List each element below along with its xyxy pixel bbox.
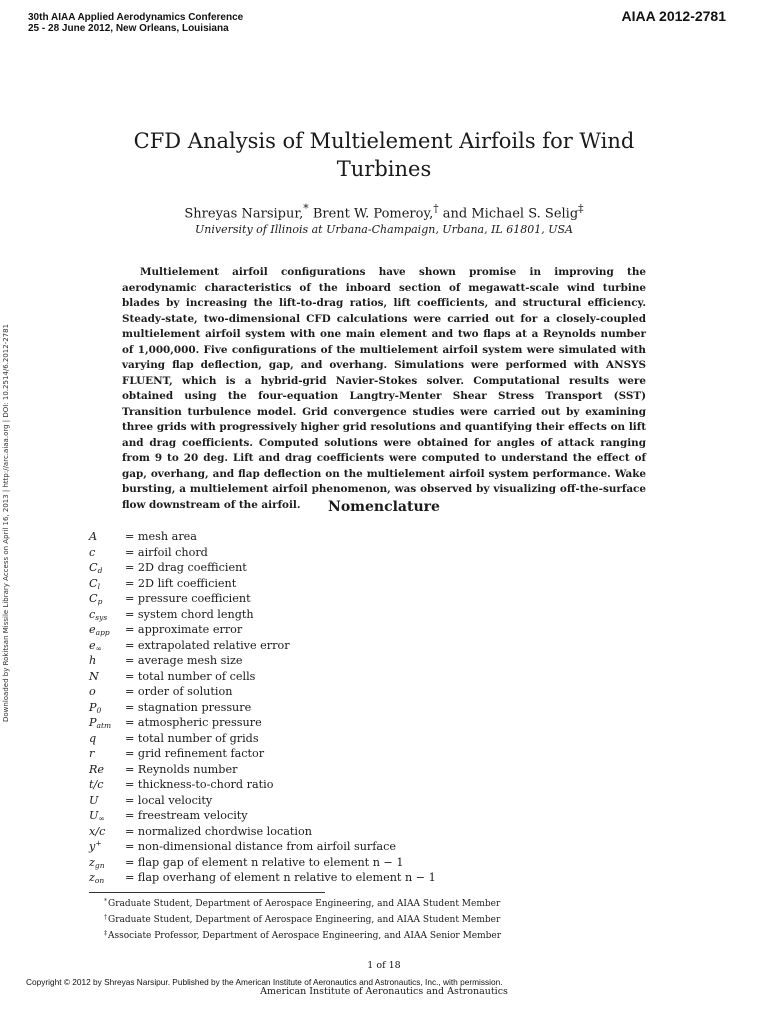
nomenclature-symbol [89,576,125,592]
nomenclature-symbol [89,839,125,855]
nomenclature-symbol [89,777,125,793]
author-list [0,202,768,221]
nomenclature-symbol [89,762,125,778]
symbol-base: A [89,530,98,543]
nomenclature-item [89,777,436,793]
nomenclature-item [89,839,436,855]
nomenclature-item [89,591,436,607]
symbol-base: C [89,561,98,574]
nomenclature-list [89,529,436,886]
nomenclature-definition: = 2D drag coefficient [125,561,247,574]
symbol-base: h [89,654,97,667]
footnote-text: Associate Professor, Department of Aerospace Engineering, and AIAA Senior Member [108,931,502,941]
nomenclature-definition: = flap overhang of element n relative to element n − 1 [125,871,436,884]
author-3-mark: ‡ [578,202,584,215]
symbol-base: Re [89,762,105,776]
nomenclature-definition: = flap gap of element n relative to element n − 1 [125,855,404,869]
symbol-subscript: 0 [96,705,102,715]
nomenclature-item [89,653,436,669]
nomenclature-item [89,762,436,778]
nomenclature-symbol [89,591,125,607]
nomenclature-item [89,607,436,623]
nomenclature-definition: = freestream velocity [125,809,248,822]
footnote [104,927,501,943]
nomenclature-item [89,855,436,871]
footnote [104,895,501,911]
author-2-mark: † [433,202,439,215]
nomenclature-symbol [89,793,125,809]
nomenclature-definition: = approximate error [125,623,243,636]
footnote-mark: † [104,914,107,921]
download-stamp-text: Downloaded by Rokitsan Missile Library Access on April 16, 2013 | http://arc.aiaa.org | DOI: 10.2514/6.2012-2781 [2,323,10,722]
symbol-subscript: ∞ [98,814,105,823]
symbol-subscript: atm [96,721,112,730]
conference-header [28,12,243,34]
symbol-subscript: ∞ [95,643,102,653]
symbol-subscript: sys [95,612,108,622]
nomenclature-symbol [89,684,125,700]
nomenclature-symbol [89,808,125,824]
symbol-base: P [89,700,97,714]
nomenclature-item [89,824,436,840]
nomenclature-definition: = total number of grids [125,731,259,745]
nomenclature-definition: = airfoil chord [125,545,208,559]
symbol-base: x/c [89,824,106,838]
footnote-text: Graduate Student, Department of Aerospace Engineering, and AIAA Student Member [108,915,501,925]
nomenclature-symbol [89,607,125,623]
footnote [104,911,501,927]
nomenclature-item [89,684,436,700]
nomenclature-item [89,746,436,762]
nomenclature-heading: Nomenclature [328,499,440,515]
conference-dates: 25 - 28 June 2012, New Orleans, Louisiana [28,23,229,34]
symbol-base: U [89,793,99,807]
nomenclature-symbol [89,746,125,762]
publisher-name: American Institute of Aeronautics and Astronautics [260,986,508,997]
nomenclature-item [89,638,436,654]
nomenclature-symbol [89,622,125,638]
symbol-subscript: d [97,566,103,575]
footnote-divider [89,892,325,893]
nomenclature-symbol [89,700,125,716]
nomenclature-item [89,545,436,561]
symbol-subscript: l [97,581,100,591]
nomenclature-item [89,622,436,638]
nomenclature-definition: = mesh area [125,530,197,543]
nomenclature-definition: = non-dimensional distance from airfoil surface [125,840,396,853]
copyright-notice: Copyright © 2012 by Shreyas Narsipur. Published by the American Institute of Aeronautics and Astronautics, Inc., with permission. [26,977,503,987]
nomenclature-definition: = average mesh size [125,654,243,667]
nomenclature-item [89,808,436,824]
symbol-base: c [89,545,96,559]
paper-title: CFD Analysis of Multielement Airfoils for Wind Turbines [133,129,635,181]
footnote-text: Graduate Student, Department of Aerospace Engineering, and AIAA Student Member [108,899,501,909]
symbol-base: e [89,638,96,652]
affiliation: University of Illinois at Urbana-Champaign, Urbana, IL 61801, USA [195,223,573,236]
nomenclature-symbol [89,545,125,561]
symbol-base: P [89,716,97,729]
nomenclature-item [89,715,436,731]
nomenclature-symbol [89,824,125,840]
symbol-subscript: app [95,628,110,637]
symbol-base: z [89,871,95,884]
symbol-base: e [89,623,96,636]
symbol-base: y [89,840,96,853]
nomenclature-item [89,870,436,886]
nomenclature-definition: = atmospheric pressure [125,716,262,729]
symbol-subscript: gn [94,860,105,870]
abstract: Multielement airfoil configurations have shown promise in improving the aerodynamic characteristics of the inboard section of megawatt-scale wind turbine blades by increasing the lift-to-drag ratios, lift coefficients, and structural efficiency. Steady-state, two-dimensional CFD calculations were carried out for a closely-coupled multielement airfoil system with one main element and two flaps at a Reynolds number of 1,000,000. Five configurations of the multielement airfoil system were simulated with varying flap deflection, gap, and overhang. Simulations were performed with ANSYS FLUENT, which is a hybrid-grid Navier-Stokes solver. Computational results were obtained using the four-equation Langtry-Menter Shear Stress Transport (SST) Transition turbulence model. Grid convergence studies were carried out by examining three grids with progressively higher grid resolutions and quantifying their effects on lift and drag coefficients. Computed solutions were obtained for angles of attack ranging from 9 to 20 deg. Lift and drag coefficients were computed to understand the effect of gap, overhang, and flap deflection on the multielement airfoil system performance. Wake bursting, a multielement airfoil phenomenon, was observed by visualizing off-the-surface flow downstream of the airfoil. [122,266,646,511]
nomenclature-symbol [89,870,125,886]
nomenclature-symbol [89,638,125,654]
symbol-base: C [89,592,98,605]
nomenclature-symbol [89,715,125,731]
author-2: Brent W. Pomeroy, [308,206,434,222]
symbol-base: t/c [89,778,104,791]
paper-id: AIAA 2012-2781 [621,8,726,24]
symbol-subscript: on [94,876,105,885]
symbol-base: N [89,669,99,683]
nomenclature-symbol [89,653,125,669]
nomenclature-definition: = stagnation pressure [125,700,252,714]
nomenclature-definition: = pressure coefficient [125,592,251,605]
nomenclature-definition: = 2D lift coefficient [125,576,237,590]
footnote-list [104,895,501,943]
symbol-base: z [89,855,95,869]
page-number: 1 of 18 [367,960,401,971]
nomenclature-definition: = local velocity [125,793,213,807]
nomenclature-definition: = extrapolated relative error [125,638,290,652]
symbol-base: U [89,809,99,822]
nomenclature-item [89,793,436,809]
nomenclature-symbol [89,731,125,747]
nomenclature-definition: = grid refinement factor [125,747,265,760]
nomenclature-symbol [89,669,125,685]
conference-name: 30th AIAA Applied Aerodynamics Conference [28,12,244,23]
nomenclature-definition: = normalized chordwise location [125,824,312,838]
nomenclature-item [89,576,436,592]
nomenclature-definition: = total number of cells [125,669,256,683]
symbol-base: q [89,731,97,745]
author-3: and Michael S. Selig [438,206,579,222]
symbol-base: o [89,685,96,698]
footnote-mark: * [104,898,107,905]
nomenclature-item [89,731,436,747]
nomenclature-item [89,560,436,576]
nomenclature-symbol [89,529,125,545]
nomenclature-item [89,669,436,685]
nomenclature-definition: = Reynolds number [125,762,238,776]
nomenclature-item [89,700,436,716]
symbol-base: c [89,607,96,621]
nomenclature-definition: = order of solution [125,685,233,698]
author-1: Shreyas Narsipur, [184,206,304,222]
nomenclature-symbol [89,560,125,576]
symbol-superscript: + [95,838,102,848]
symbol-base: r [89,747,95,760]
nomenclature-definition: = thickness-to-chord ratio [125,778,274,791]
footnote-mark: ‡ [104,930,107,937]
nomenclature-definition: = system chord length [125,607,254,621]
author-1-mark: * [303,202,309,215]
symbol-base: C [89,576,98,590]
nomenclature-item [89,529,436,545]
nomenclature-symbol [89,855,125,871]
symbol-subscript: p [97,597,103,606]
